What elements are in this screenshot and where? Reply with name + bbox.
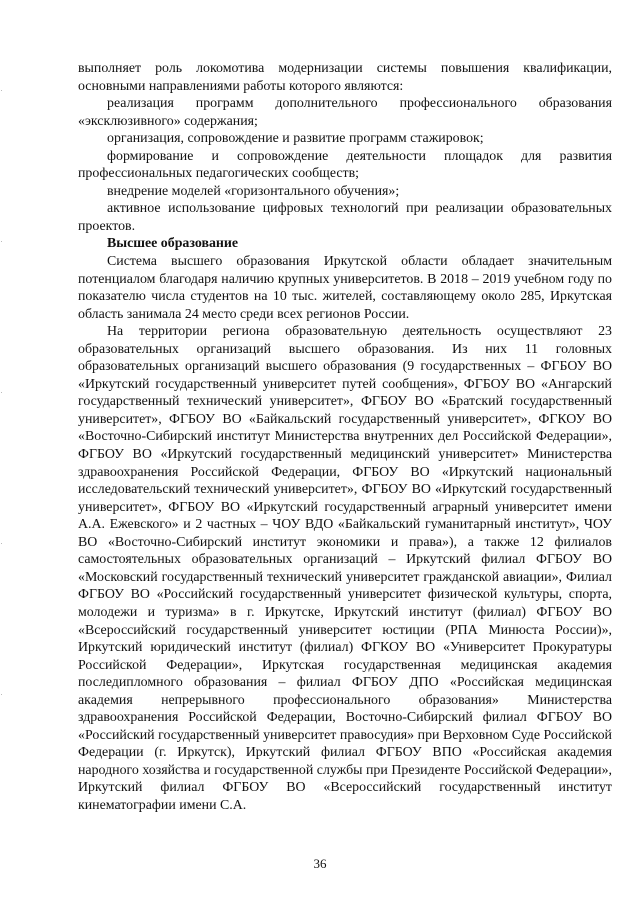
list-item-digital-technologies: активное использование цифровых технологий при реализации образовательных проектов. [78, 201, 612, 234]
paragraph-higher-education-potential: Система высшего образования Иркутской области обладает значительным потенциалом благодаря наличию крупных университетов. В 2018 – 2019 учебном году по показателю числа студентов на 10 тыс. жителей, составляющему около 285, Иркутская область занимала 24 место среди всех регионов России. [78, 254, 612, 322]
list-item-internships: организация, сопровождение и развитие программ стажировок; [107, 131, 484, 147]
paragraph-intro: выполняет роль локомотива модернизации системы повышения квалификации, основными направлениями работы которого являются: [78, 61, 612, 94]
list-item-horizontal-learning: внедрение моделей «горизонтального обучения»; [107, 183, 400, 199]
section-heading: Высшее образование [107, 236, 239, 252]
list-item-communities: формирование и сопровождение деятельности площадок для развития профессиональных педагогических сообществ; [78, 148, 612, 182]
scan-margin-marks [1, 90, 3, 845]
paragraph-institutions-list: На территории региона образовательную деятельность осуществляют 23 образовательных организаций высшего образования. Из них 11 головных образовательных организаций высшего образования (9 государственных – ФГБОУ ВО «Иркутский государственный университет путей сообщения», ФГБОУ ВО «Ангарский государственный технический университет», ФГБОУ ВО «Братский государственный университет», ФГБОУ ВО «Байкальский государственный университет», ФГКОУ ВО «Восточно-Сибирский институт Министерства внутренних дел Российской Федерации», ФГБОУ ВО «Иркутский государственный медицинский университет» Министерства здравоохранения Российской Федерации, ФГБОУ ВО «Иркутский национальный исследовательский технический университет», ФГБОУ ВО «Иркутский государственный университет», ФГБОУ ВО «Иркутский государственный аграрный университет имени А.А. Ежевского» и 2 частных – ЧОУ ВДО «Байкальский гуманитарный институт», ЧОУ ВО «Восточно-Сибирский институт экономики и права»), а также 12 филиалов самостоятельных образовательных организаций – Иркутский филиал ФГБОУ ВО «Московский государственный технический университет гражданской авиации», Филиал ФГБОУ ВО «Российский государственный университет физической культуры, спорта, молодежи и туризма» в г. Иркутске, Иркутский институт (филиал) ФГБОУ ВО «Всероссийский государственный университет юстиции (РПА Минюста России)», Иркутский юридический институт (филиал) ФГКОУ ВО «Университет Прокуратуры Российской Федерации», Иркутская государственная медицинская академия последипломного образования – филиал ФГБОУ ДПО «Российская медицинская академия непрерывного профессионального образования» Министерства здравоохранения Российской Федерации, Восточно-Сибирский филиал ФГБОУ ВО «Российский государственный университет правосудия» при Верховном Суде Российской Федерации (г. Иркутск), Иркутский филиал ФГБОУ ВПО «Российская академия народного хозяйства и государственной службы при Президенте Российской Федерации», Иркутский филиал ФГБОУ ВО «Всероссийский государственный институт кинематографии имени С.А. [78, 324, 612, 813]
list-item-programs: реализация программ дополнительного профессионального образования «эксклюзивного» содержания; [78, 96, 612, 129]
page-number: 36 [313, 856, 327, 871]
body-text [78, 60, 612, 815]
